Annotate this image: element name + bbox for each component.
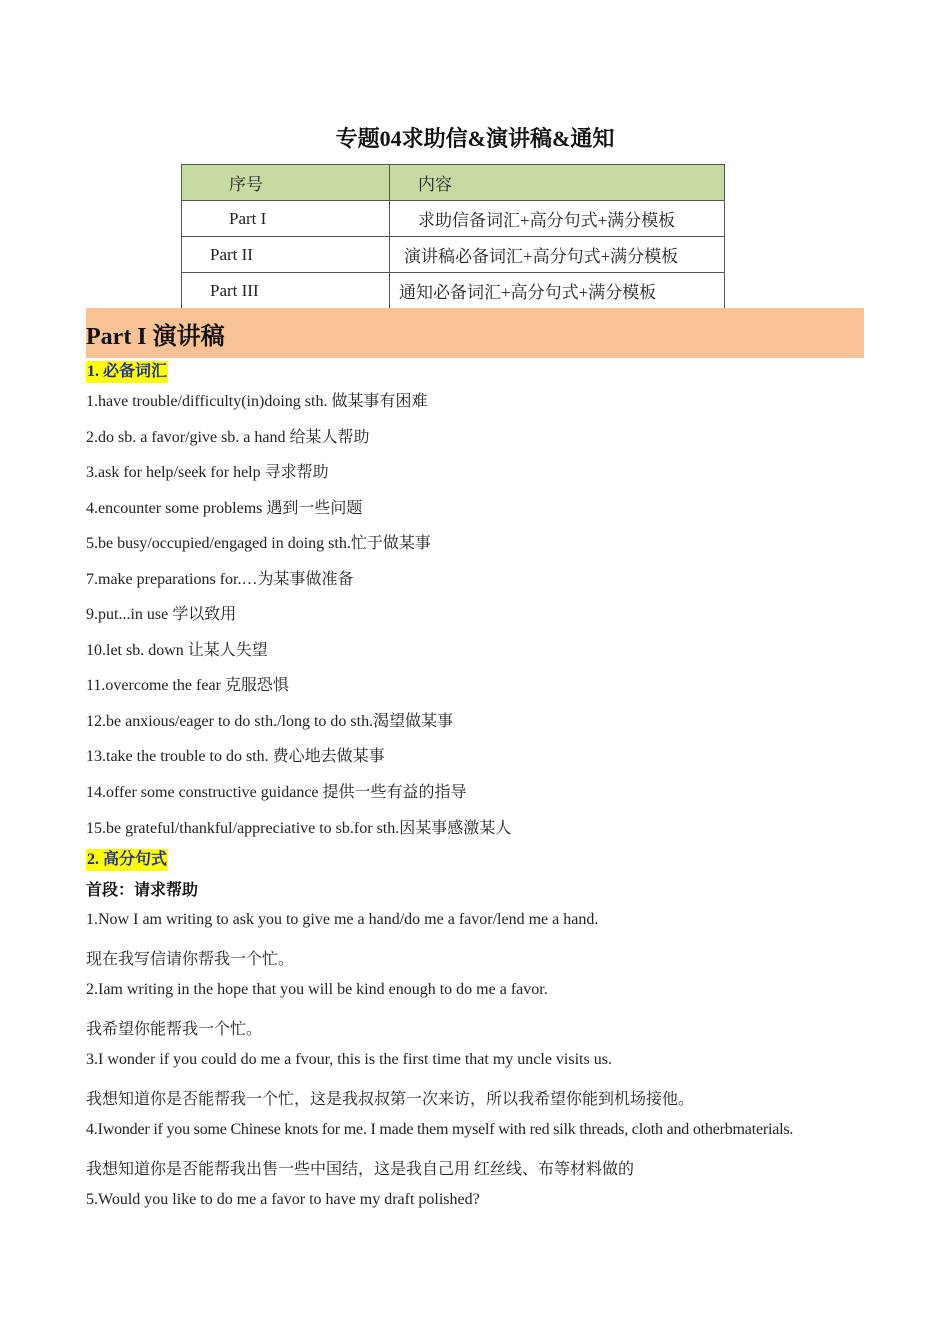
table-header-row — [182, 165, 725, 201]
vocab-item: 1.have trouble/difficulty(in)doing sth. 做某事有困难 — [86, 393, 428, 410]
vocab-item: 5.be busy/occupied/engaged in doing sth.忙于做某事 — [86, 535, 431, 552]
table-row — [182, 201, 725, 237]
sentence-item: 4.Iwonder if you some Chinese knots for me. I made them myself with red silk threads, cloth and otherbmaterials. — [86, 1121, 794, 1138]
vocab-item: 15.be grateful/thankful/appreciative to sb.for sth.因某事感激某人 — [86, 820, 512, 837]
row-content: 求助信备词汇+高分句式+满分模板 — [390, 201, 725, 237]
vocab-item: 14.offer some constructive guidance 提供一些有益的指导 — [86, 784, 467, 801]
vocab-item: 9.put...in use 学以致用 — [86, 606, 237, 623]
section-heading-bar — [86, 308, 864, 358]
vocab-item: 4.encounter some problems 遇到一些问题 — [86, 500, 363, 517]
sentence-translation: 我想知道你是否能帮我一个忙，这是我叔叔第一次来访，所以我希望你能到机场接他。 — [86, 1091, 695, 1108]
sentences-subheading: 首段：请求帮助 — [86, 882, 199, 899]
header-content: 内容 — [390, 165, 725, 201]
section-title: Part I 演讲稿 — [86, 323, 225, 350]
vocab-item: 3.ask for help/seek for help 寻求帮助 — [86, 464, 329, 481]
row-content: 演讲稿必备词汇+高分句式+满分模板 — [390, 237, 725, 273]
sentence-translation: 现在我写信请你帮我一个忙。 — [86, 951, 295, 968]
vocab-item: 13.take the trouble to do sth. 费心地去做某事 — [86, 748, 385, 765]
vocab-item: 10.let sb. down 让某人失望 — [86, 642, 268, 659]
vocab-item: 7.make preparations for.…为某事做准备 — [86, 571, 354, 588]
sentence-translation: 我想知道你是否能帮我出售一些中国结，这是我自己用 红丝线、布等材料做的 — [86, 1161, 635, 1178]
vocab-item: 11.overcome the fear 克服恐惧 — [86, 677, 289, 694]
sentence-item: 1.Now I am writing to ask you to give me a hand/do me a favor/lend me a hand. — [86, 911, 599, 928]
vocab-item: 2.do sb. a favor/give sb. a hand 给某人帮助 — [86, 429, 370, 446]
contents-table — [181, 164, 725, 309]
page-title: 专题04求助信&演讲稿&通知 — [335, 126, 615, 151]
table-row — [182, 237, 725, 273]
sentence-item: 3.I wonder if you could do me a fvour, this is the first time that my uncle visits us. — [86, 1051, 612, 1068]
sentence-item: 2.Iam writing in the hope that you will be kind enough to do me a favor. — [86, 981, 548, 998]
row-part: Part II — [182, 237, 390, 273]
row-content: 通知必备词汇+高分句式+满分模板 — [390, 273, 725, 309]
row-part: Part III — [182, 273, 390, 309]
vocab-item: 12.be anxious/eager to do sth./long to do sth.渴望做某事 — [86, 713, 454, 730]
table-row — [182, 273, 725, 309]
header-number: 序号 — [182, 165, 390, 201]
sentence-translation: 我希望你能帮我一个忙。 — [86, 1021, 263, 1038]
sentences-heading: 2. 高分句式 — [86, 849, 168, 871]
vocab-heading: 1. 必备词汇 — [86, 361, 168, 383]
row-part: Part I — [182, 201, 390, 237]
sentence-item: 5.Would you like to do me a favor to have my draft polished? — [86, 1191, 480, 1208]
